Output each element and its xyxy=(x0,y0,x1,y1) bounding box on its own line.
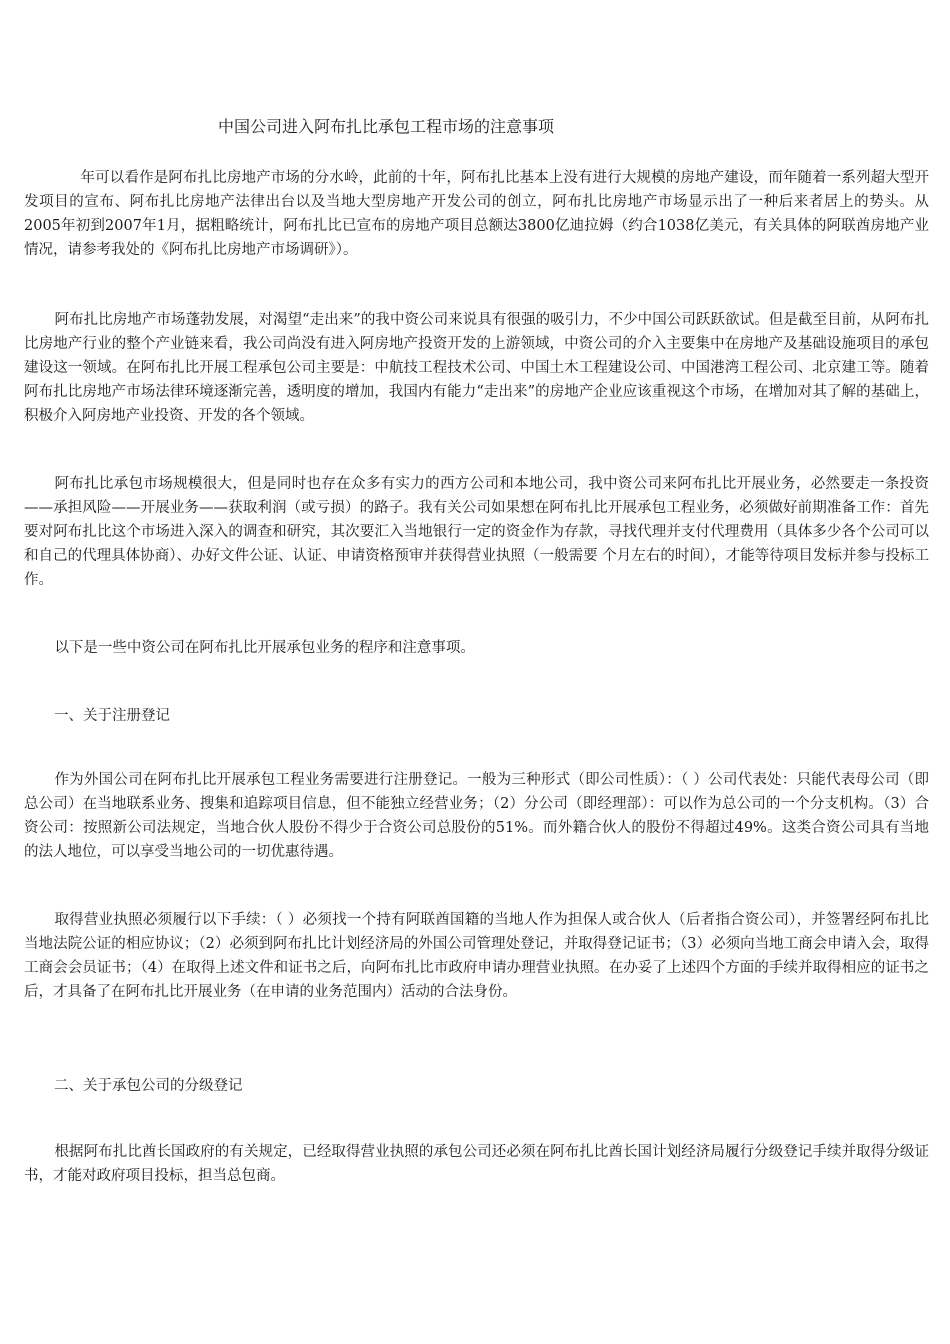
document-title: 中国公司进入阿布扎比承包工程市场的注意事项 xyxy=(218,117,555,136)
paragraph-registration-forms: 作为外国公司在阿布扎比开展承包工程业务需要进行注册登记。一般为三种形式（即公司性质）：（ ）公司代表处：只能代表母公司（即总公司）在当地联系业务、搜集和追踪项目信息，但不能独立经营业务；（2）分公司（即经理部）：可以作为总公司的一个分支机构。（3）合资公司：按照新公司法规定，当地合伙人股份不得少于合资公司总股份的51%。而外籍合伙人的股份不得超过49%。这类合资公司具有当地的法人地位，可以享受当地公司的一切优惠待遇。 xyxy=(24,772,929,860)
paragraph-license-procedures: 取得营业执照必须履行以下手续：（ ）必须找一个持有阿联酋国籍的当地人作为担保人或合伙人（后者指合资公司），并签署经阿布扎比当地法院公证的相应协议；（2）必须到阿布扎比计划经济局的外国公司管理处登记，并取得登记证书；（3）必须向当地工商会申请入会，取得工商会会员证书；（4）在取得上述文件和证书之后，向阿布扎比市政府申请办理营业执照。在办妥了上述四个方面的手续并取得相应的证书之后，才具备了在阿布扎比开展业务（在申请的业务范围内）活动的合法身份。 xyxy=(24,912,929,1000)
section-heading-grading: 二、关于承包公司的分级登记 xyxy=(54,1078,243,1094)
paragraph-grading-registration: 根据阿布扎比酋长国政府的有关规定，已经取得营业执照的承包公司还必须在阿布扎比酋长国计划经济局履行分级登记手续并取得分级证书，才能对政府项目投标，担当总包商。 xyxy=(24,1144,929,1184)
section-heading-registration: 一、关于注册登记 xyxy=(54,708,170,724)
paragraph-intro-procedures: 以下是一些中资公司在阿布扎比开展承包业务的程序和注意事项。 xyxy=(54,640,475,656)
paragraph-chinese-companies: 阿布扎比房地产市场蓬勃发展，对渴望“走出来”的我中资公司来说具有很强的吸引力，不少中国公司跃跃欲试。但是截至目前，从阿布扎比房地产行业的整个产业链来看，我公司尚没有进入阿房地产投资开发的上游领域，中资公司的介入主要集中在房地产及基础设施项目的承包建设这一领域。在阿布扎比开展工程承包公司主要是：中航技工程技术公司、中国土木工程建设公司、中国港湾工程公司、北京建工等。随着阿布扎比房地产市场法律环境逐渐完善，透明度的增加，我国内有能力“走出来”的房地产企业应该重视这个市场，在增加对其了解的基础上，积极介入阿房地产业投资、开发的各个领域。 xyxy=(24,312,929,424)
paragraph-market-scale: 阿布扎比承包市场规模很大，但是同时也存在众多有实力的西方公司和本地公司，我中资公司来阿布扎比开展业务，必然要走一条投资——承担风险——开展业务——获取利润（或亏损）的路子。我有关公司如果想在阿布扎比开展承包工程业务，必须做好前期准备工作：首先要对阿布扎比这个市场进入深入的调查和研究，其次要汇入当地银行一定的资金作为存款，寻找代理并支付代理费用（具体多少各个公司可以和自己的代理具体协商）、办好文件公证、认证、申请资格预审并获得营业执照（一般需要 个月左右的时间），才能等待项目发标并参与投标工作。 xyxy=(24,476,929,588)
paragraph-market-watershed: 年可以看作是阿布扎比房地产市场的分水岭，此前的十年，阿布扎比基本上没有进行大规模的房地产建设，而年随着一系列超大型开发项目的宣布、阿布扎比房地产法律出台以及当地大型房地产开发公司的创立，阿布扎比房地产市场显示出了一种后来者居上的势头。从2005年初到2007年1月，据粗略统计，阿布扎比已宣布的房地产项目总额达3800亿迪拉姆（约合1038亿美元，有关具体的阿联酋房地产业情况，请参考我处的《阿布扎比房地产市场调研》）。 xyxy=(24,170,929,258)
